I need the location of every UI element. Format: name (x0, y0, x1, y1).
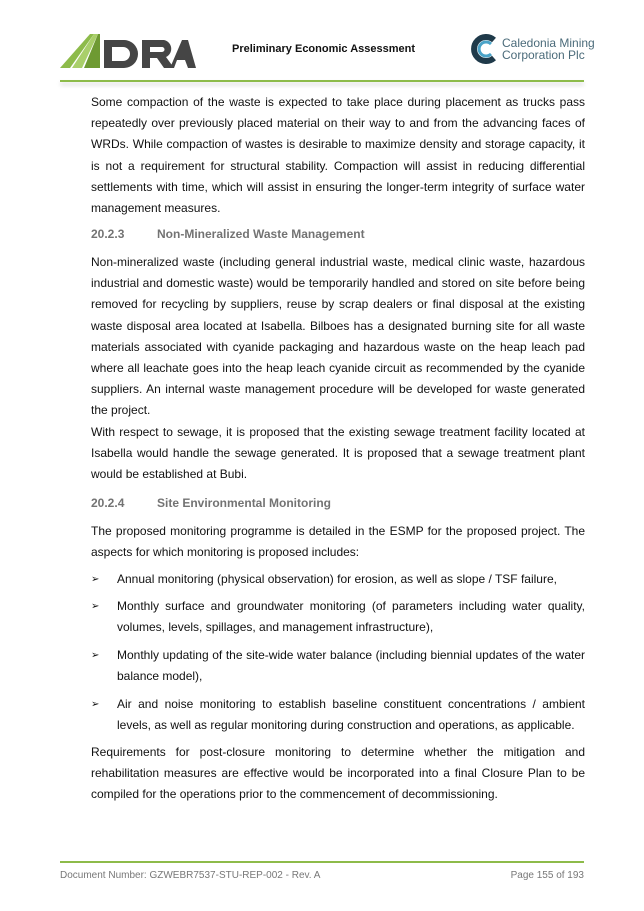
paragraph-non-mineralized-waste (91, 252, 585, 422)
paragraph-compaction (91, 92, 585, 219)
arrow-bullet-icon: ➢ (91, 650, 100, 661)
text-line: Requirements for post-closure monitoring to determine whether the mitigation and (91, 745, 585, 759)
text-line: volumes, levels, spillages, and management infrastructure), (117, 620, 434, 635)
text-line: Isabella would handle the sewage generated. It is proposed that a sewage treatment plant (91, 446, 585, 461)
text-line: Monthly surface and groundwater monitoring (of parameters including water quality, (117, 599, 585, 613)
text-line: settlements with time, which will assist in ensuring the longer-term integrity of surface water (91, 179, 585, 194)
text-line: compiled for the operations prior to the commencement of decommissioning. (91, 787, 498, 802)
text-line: waste disposal area located at Isabella. Bilboes has a designated burning site for all waste (91, 318, 585, 333)
text-line: WRDs. While compaction of wastes is desirable to maximize density and storage capacity, it (91, 137, 585, 152)
text-line: The proposed monitoring programme is detailed in the ESMP for the proposed project. The (91, 524, 585, 538)
text-line: balance model), (117, 669, 203, 684)
text-line: With respect to sewage, it is proposed that the existing sewage treatment facility located at (91, 425, 585, 439)
text-line: rehabilitation measures are effective would be incorporated into a final Closure Plan to be (91, 766, 585, 781)
section-title: Non-Mineralized Waste Management (157, 227, 365, 241)
text-line: management measures. (91, 200, 221, 215)
text-line: Air and noise monitoring to establish baseline constituent concentrations / ambient (117, 697, 585, 711)
bullet-item (91, 645, 585, 687)
arrow-bullet-icon: ➢ (91, 699, 100, 710)
text-line: industrial and domestic waste) would be temporarily handled and stored on site before being (91, 276, 585, 291)
text-line: would be established at Bubi. (91, 467, 248, 482)
paragraph-sewage (91, 422, 585, 486)
text-line: Some compaction of the waste is expected to take place during placement as trucks pass (91, 95, 585, 109)
caledonia-logo-line1: Caledonia Mining (502, 36, 595, 50)
footer-rule (60, 861, 584, 863)
bullet-item (91, 596, 585, 638)
section-title: Site Environmental Monitoring (157, 496, 332, 510)
header-title: Preliminary Economic Assessment (232, 43, 416, 55)
section-number: 20.2.4 (91, 496, 125, 510)
text-line: Non-mineralized waste (including general industrial waste, medical clinic waste, hazardous (91, 255, 585, 269)
text-line: suppliers. An internal waste management procedure will be developed for waste generated (91, 382, 585, 397)
header-rule (60, 80, 584, 82)
text-line: the project. (91, 403, 151, 418)
dra-logo (60, 32, 196, 75)
caledonia-logo-line2: Corporation Plc (502, 48, 585, 62)
caledonia-logo (470, 34, 595, 64)
text-line: where all leachate goes into the heap leach cyanide circuit as recommended by the cyanide (91, 360, 585, 375)
section-number: 20.2.3 (91, 227, 125, 241)
caledonia-c-icon (470, 34, 500, 64)
paragraph-post-closure (91, 742, 585, 806)
text-line: materials associated with cyanide packaging and hazardous waste on the heap leach pad (91, 339, 585, 354)
text-line: Monthly updating of the site-wide water balance (including biennial updates of the water (117, 648, 585, 662)
text-line: aspects for which monitoring is proposed includes: (91, 545, 360, 560)
bullet-item (91, 694, 585, 736)
arrow-bullet-icon: ➢ (91, 601, 100, 612)
document-number: Document Number: GZWEBR7537-STU-REP-002 - Rev. A (60, 870, 321, 881)
text-line: is not a requirement for structural stability. Compaction will assist in reducing differential (91, 158, 585, 173)
bullet-item (91, 569, 585, 590)
text-line: Annual monitoring (physical observation) for erosion, as well as slope / TSF failure, (117, 572, 557, 586)
text-line: repeatedly over previously placed material on their way to and from the advancing faces of (91, 116, 585, 131)
text-line: removed for recycling by suppliers, reuse by scrap dealers or final disposal at the existing (91, 297, 585, 312)
paragraph-monitoring-intro (91, 521, 585, 563)
arrow-bullet-icon: ➢ (91, 574, 100, 585)
page-number: Page 155 of 193 (510, 870, 584, 881)
text-line: levels, as well as regular monitoring during construction and operations, as applicable. (117, 718, 575, 733)
section-heading-20-2-3 (91, 227, 365, 241)
section-heading-20-2-4 (91, 496, 331, 510)
